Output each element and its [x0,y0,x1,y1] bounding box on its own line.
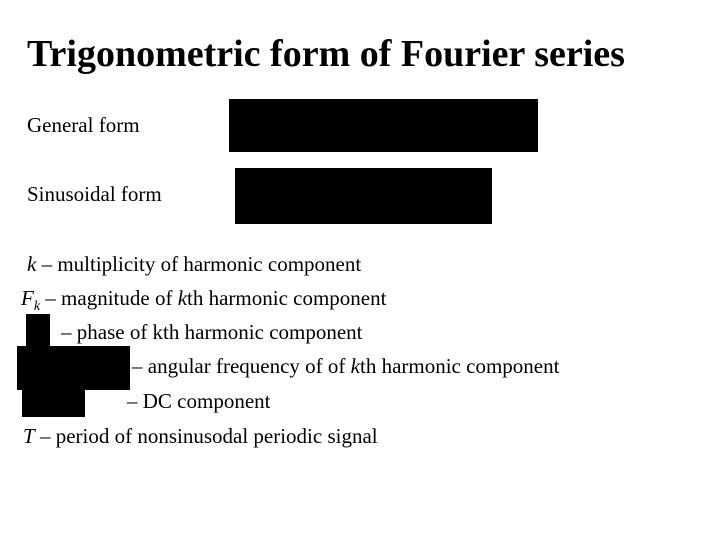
fk-subscript: k [33,299,41,315]
angular-description: – angular frequency of of [132,354,351,378]
t-description: – period of nonsinusodal periodic signal [34,424,378,448]
angular-k: k [350,354,360,378]
fk-description: – magnitude of [40,286,178,310]
phase-symbol-image [26,314,50,350]
sinusoidal-form-label: Sinusoidal form [27,182,162,206]
k-symbol: k [27,252,37,276]
general-form-formula-image [229,99,538,152]
definition-angular-frequency [132,353,559,379]
dc-description: – DC component [127,389,271,413]
fk-description-end: th harmonic component [187,286,387,310]
page-title: Trigonometric form of Fourier series [27,33,625,75]
t-symbol: T [23,424,35,448]
definition-k [27,251,361,277]
definition-dc [127,388,270,414]
general-form-label: General form [27,113,140,137]
k-description: – multiplicity of harmonic component [36,252,362,276]
fk-k: k [177,286,188,310]
angular-description-end: th harmonic component [359,354,560,378]
definition-period [23,423,378,449]
definition-fk [21,285,387,315]
dc-symbol-image [22,383,85,417]
definition-phase [61,319,363,345]
fk-symbol: F [21,286,34,310]
phase-description: – phase of kth harmonic component [61,320,363,344]
sinusoidal-form-formula-image [235,168,492,224]
